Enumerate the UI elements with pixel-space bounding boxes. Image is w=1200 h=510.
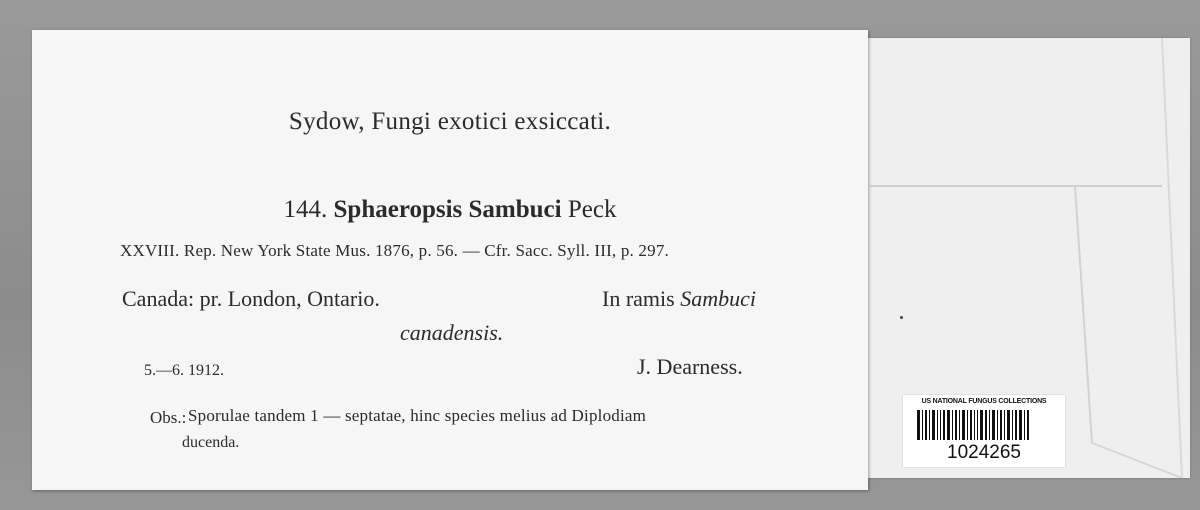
paper-speck [900,316,903,319]
taxon-name: Sphaeropsis Sambuci [333,196,562,223]
barcode-number: 1024265 [947,442,1021,463]
barcode-collection-name: US NATIONAL FUNGUS COLLECTIONS [921,398,1047,405]
specimen-heading [32,196,868,224]
host-species: canadensis. [400,320,504,345]
host-prefix: In ramis [602,286,675,311]
observation-text-line-1: Sporulae tandem 1 — septatae, hinc species melius ad Diplodiam [188,406,647,425]
series-title: Sydow, Fungi exotici exsiccati. [288,108,612,135]
locality: Canada: pr. London, Ontario. [122,286,380,311]
taxon-author: Peck [567,196,617,223]
observation-label: Obs.: [150,408,187,427]
literature-reference: XXVIII. Rep. New York State Mus. 1876, p. 56. — Cfr. Sacc. Syll. III, p. 297. [120,241,669,260]
collection-date: 5.—6. 1912. [144,362,224,379]
barcode-icon [917,410,1051,440]
host-info [602,286,756,312]
specimen-number: 144. [283,196,328,223]
collector: J. Dearness. [637,354,743,379]
host-genus: Sambuci [680,286,756,311]
herbarium-label [32,30,868,490]
observation-text-line-2: ducenda. [182,434,240,451]
barcode-label [903,395,1065,467]
